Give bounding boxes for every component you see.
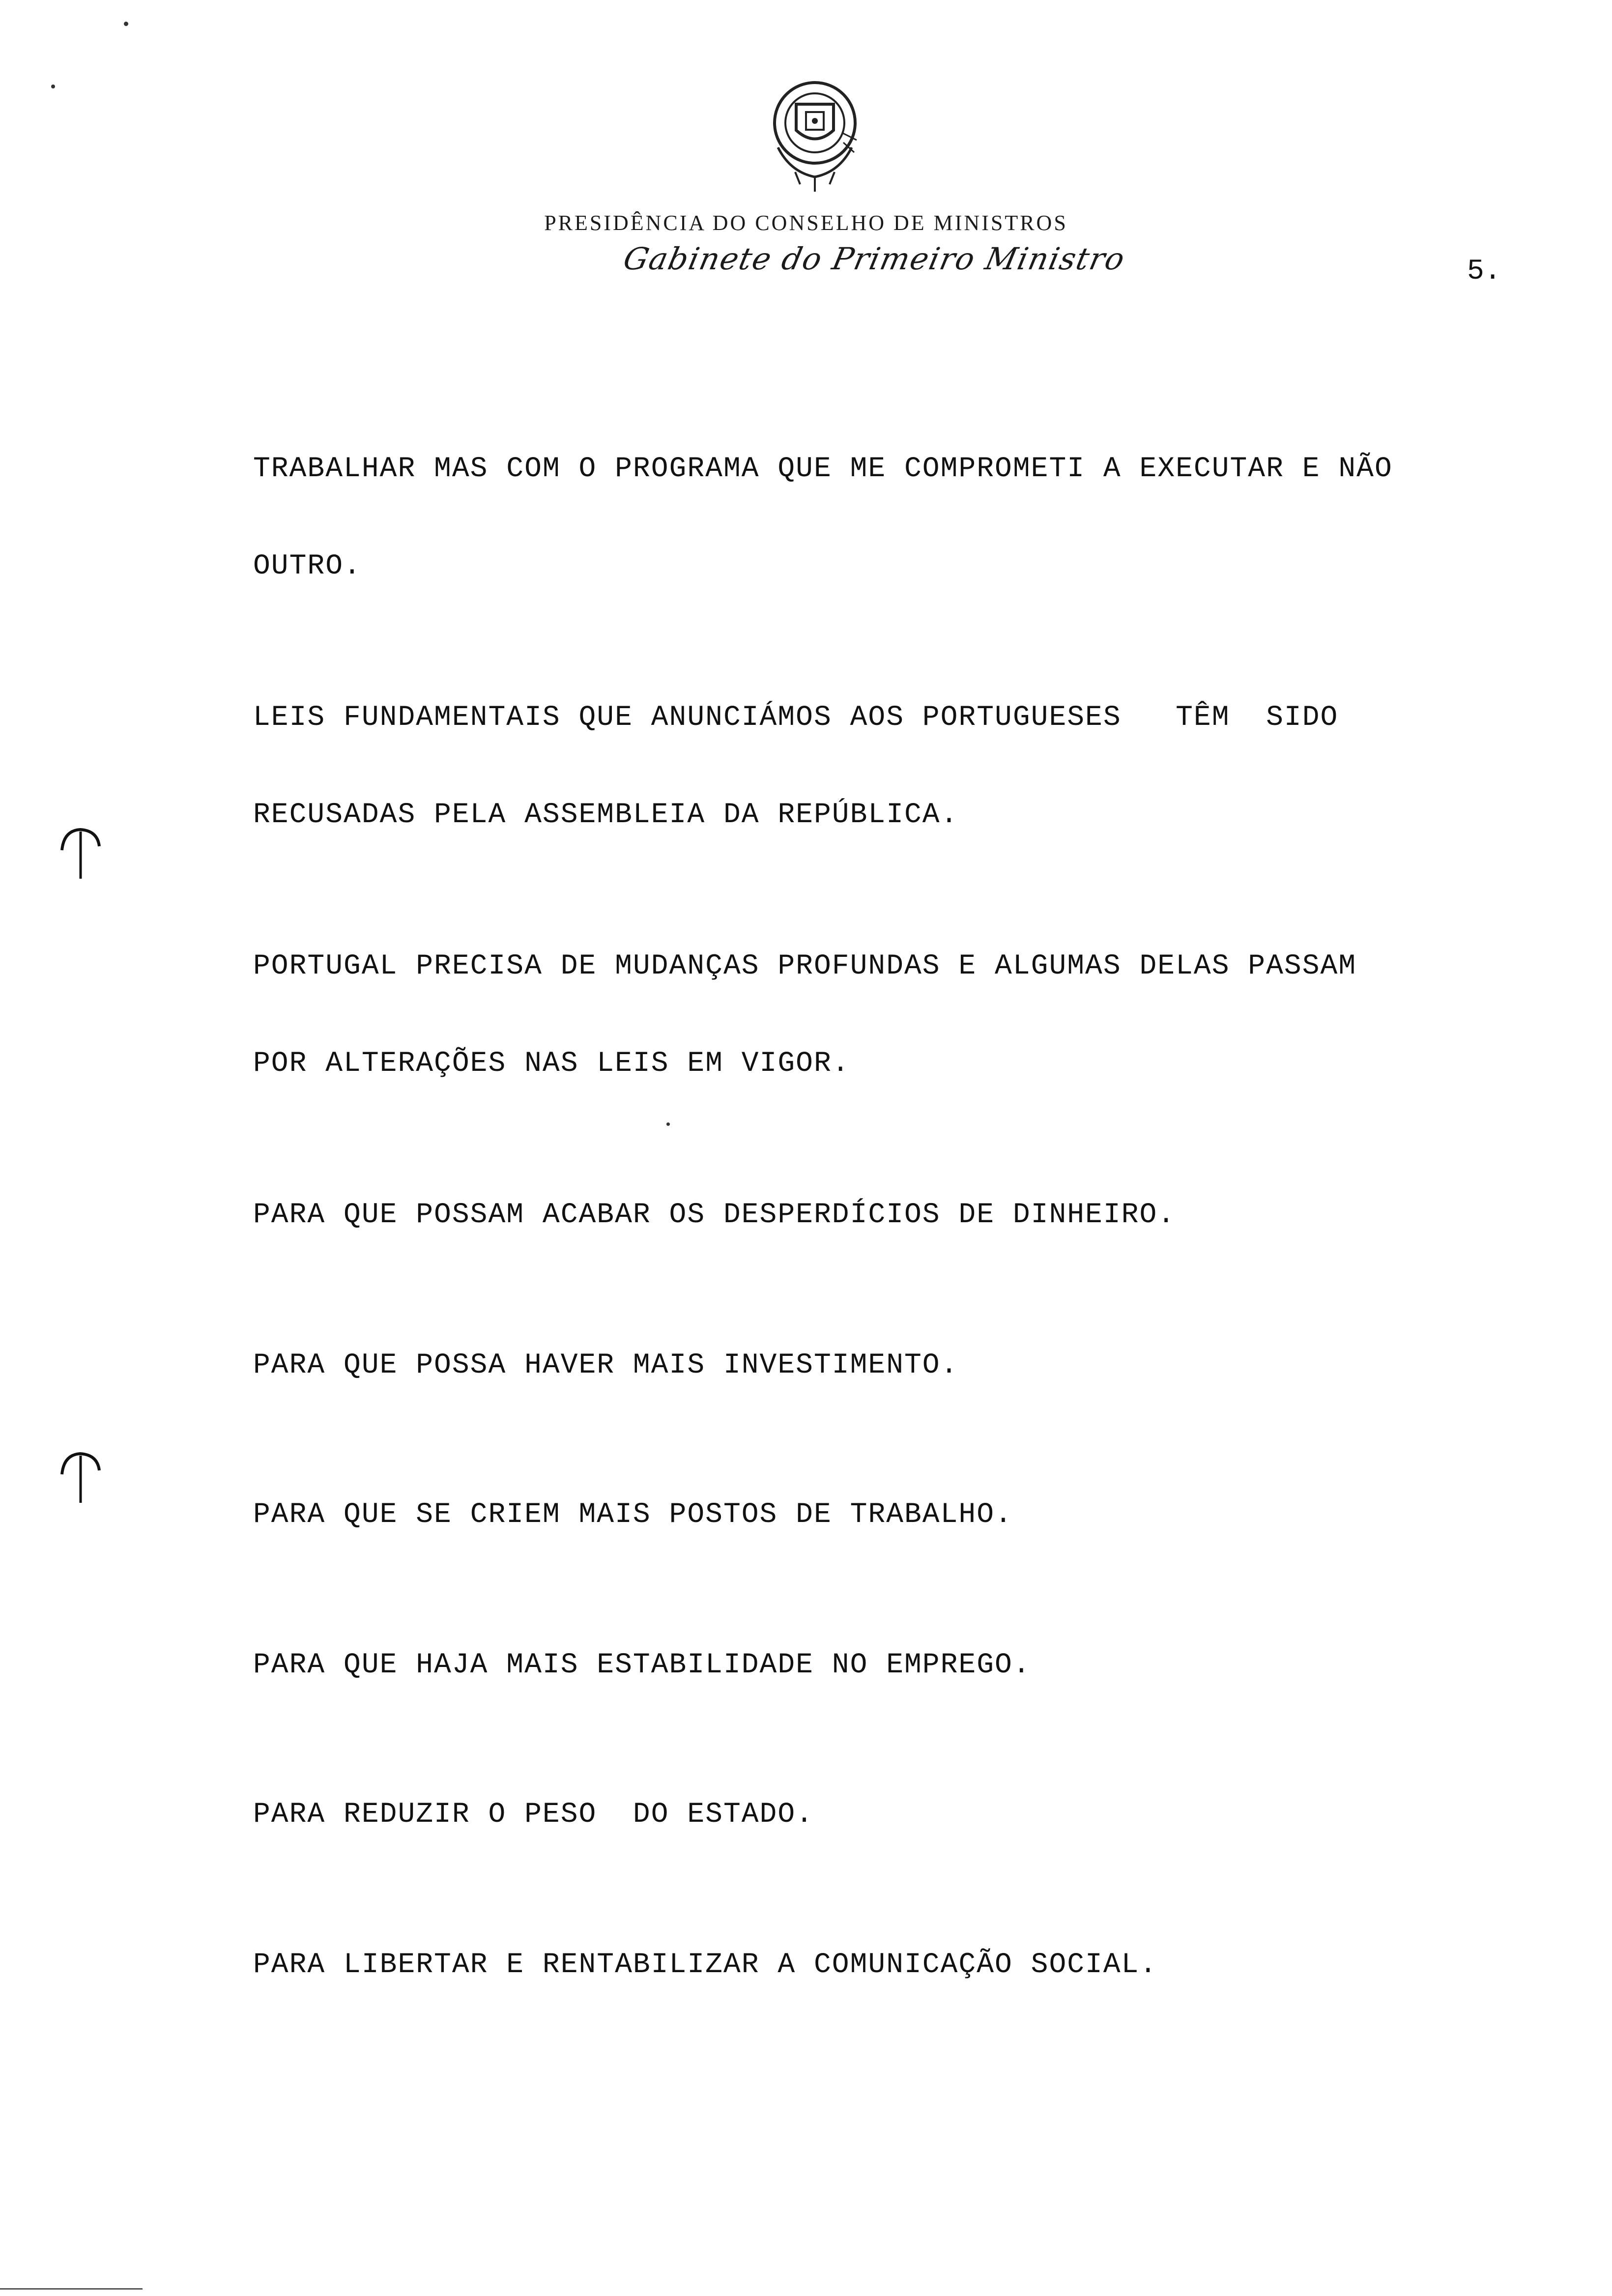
page-number: 5.: [1467, 256, 1501, 287]
body-line: PARA QUE POSSAM ACABAR OS DESPERDÍCIOS DE DINHEIRO.: [253, 1199, 1176, 1231]
body-line: RECUSADAS PELA ASSEMBLEIA DA REPÚBLICA.: [253, 799, 959, 831]
body-line: PARA LIBERTAR E RENTABILIZAR A COMUNICAÇÃO SOCIAL.: [253, 1949, 1158, 1981]
punch-mark-icon: [58, 1450, 102, 1504]
body-line: TRABALHAR MAS COM O PROGRAMA QUE ME COMPROMETI A EXECUTAR E NÃO: [253, 453, 1393, 485]
scan-speck: [124, 22, 128, 26]
body-line: PARA QUE HAJA MAIS ESTABILIDADE NO EMPREGO.: [253, 1649, 1031, 1681]
body-line: OUTRO.: [253, 550, 362, 582]
body-line: PORTUGAL PRECISA DE MUDANÇAS PROFUNDAS E ALGUMAS DELAS PASSAM: [253, 950, 1357, 982]
institution-heading: PRESIDÊNCIA DO CONSELHO DE MINISTROS: [544, 211, 1068, 235]
bottom-edge-rule: [0, 2288, 143, 2290]
punch-mark-icon: [58, 826, 102, 880]
body-line: POR ALTERAÇÕES NAS LEIS EM VIGOR.: [253, 1048, 850, 1080]
body-line: PARA QUE POSSA HAVER MAIS INVESTIMENTO.: [253, 1349, 959, 1381]
office-subheading: Gabinete do Primeiro Ministro: [620, 241, 1129, 277]
scan-speck: [666, 1122, 670, 1126]
body-line: LEIS FUNDAMENTAIS QUE ANUNCIÁMOS AOS PORTUGUESES TÊM SIDO: [253, 702, 1339, 734]
body-line: PARA REDUZIR O PESO DO ESTADO.: [253, 1799, 814, 1831]
scan-speck: [51, 85, 55, 88]
body-line: PARA QUE SE CRIEM MAIS POSTOS DE TRABALHO.: [253, 1499, 1013, 1531]
coat-of-arms-seal-icon: [761, 74, 869, 197]
